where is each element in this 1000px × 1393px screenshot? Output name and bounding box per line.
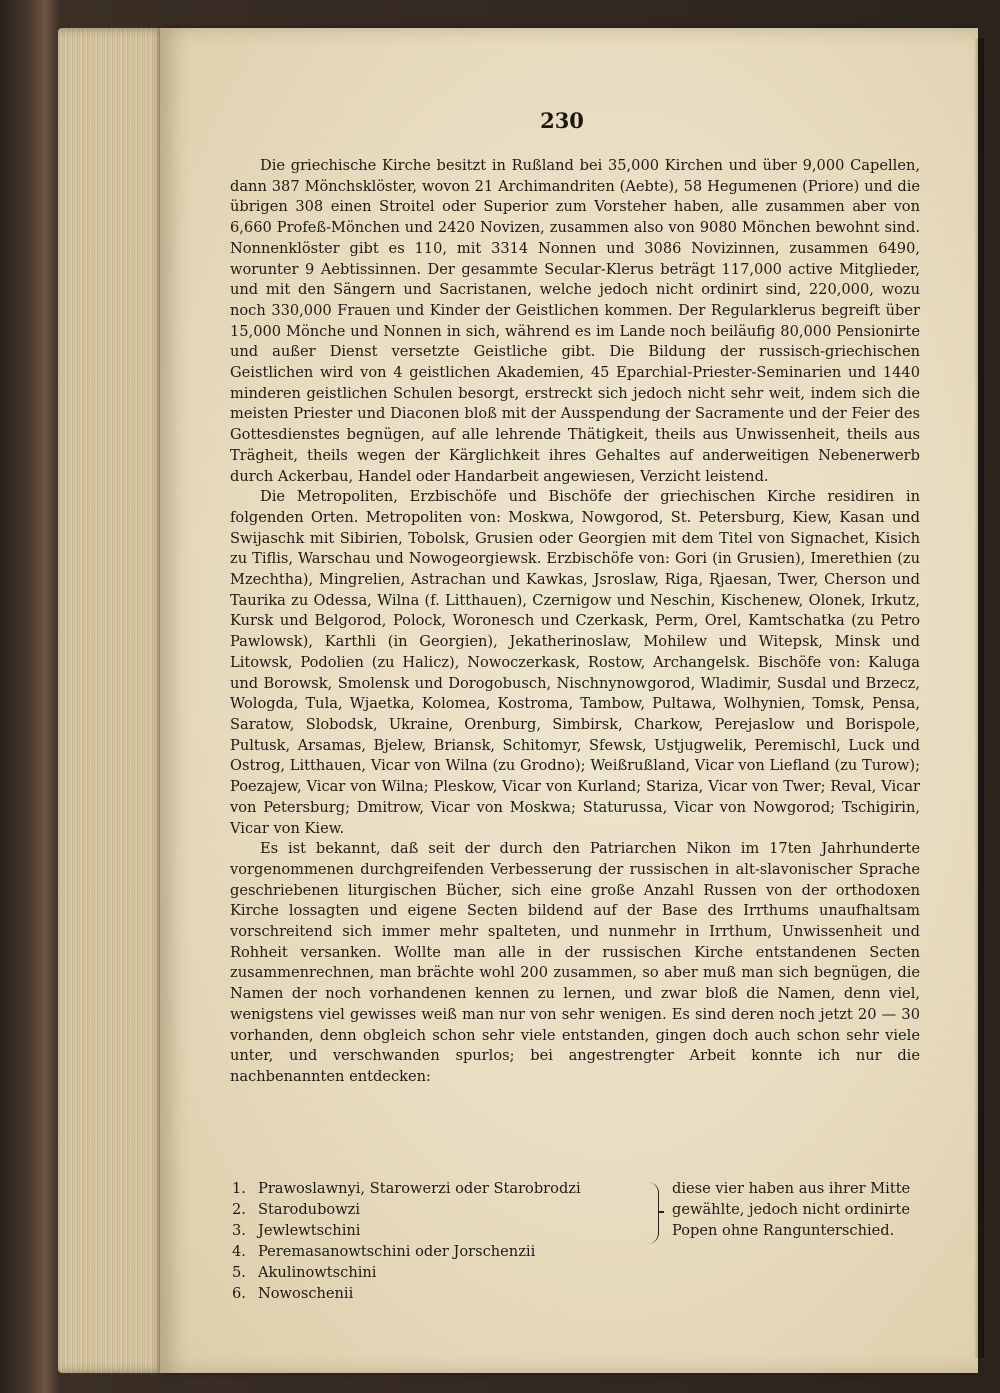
brace-note: diese vier haben aus ihrer Mitte gewählte, jedoch nicht ordinirte Popen ohne Rangunterschied. [672, 1180, 911, 1239]
book-page [160, 28, 978, 1373]
paragraph-sees: Die Metropoliten, Erzbischöfe und Bischöfe der griechischen Kirche residiren in folgenden Orten. Metropoliten von: Moskwa, Nowgorod, St. Petersburg, Kiew, Kasan und Swijaschk mit Sibirien, Tobolsk, Grusien oder Georgien mit dem Titel von Signachet, Kisich zu Tiflis, Warschau und Nowogeorgiewsk. Erzbischöfe von: Gori (in Grusien), Imerethien (zu Mzechtha), Mingrelien, Astrachan und Kawkas, Jsroslaw, Riga, Rjaesan, Twer, Cherson und Taurika zu Odessa, Wilna (f. Litthauen), Czernigow und Neschin, Kischenew, Olonek, Irkutz, Kursk und Belgorod, Polock, Woronesch und Czerkask, Perm, Orel, Kamtschatka (zu Petro Pawlowsk), Karthli (in Georgien), Jekatherinoslaw, Mohilew und Witepsk, Minsk und Litowsk, Podolien (zu Halicz), Nowoczerkask, Rostow, Archangelsk. Bischöfe von: Kaluga und Borowsk, Smolensk und Dorogobusch, Nischnynowgorod, Wladimir, Susdal und Brzecz, Wologda, Tula, Wjaetka, Kolomea, Kostroma, Tambow, Pultawa, Wolhynien, Tomsk, Pensa, Saratow, Slobodsk, Ukraine, Orenburg, Simbirsk, Charkow, Perejaslow und Borispole, Pultusk, Arsamas, Bjelew, Briansk, Schitomyr, Sfewsk, Ustjugwelik, Peremischl, Luck und Ostrog, Litthauen, Vicar von Wilna (zu Grodno); Weißrußland, Vicar von Liefland (zu Turow); Poezajew, Vicar von Wilna; Pleskow, Vicar von Kurland; Stariza, Vicar von Twer; Reval, Vicar von Petersburg; Dmitrow, Vicar von Moskwa; Staturussa, Vicar von Nowgorod; Tschigirin, Vicar von Kiew. [230, 488, 920, 837]
paragraph-clergy: Die griechische Kirche besitzt in Rußland bei 35,000 Kirchen und über 9,000 Capellen, dann 387 Mönchsklöster, wovon 21 Archimandriten (Aebte), 58 Hegumenen (Priore) und die übrigen 308 einen Stroitel oder Superior zum Vorsteher haben, alle zusammen aber von 6,660 Profeß-Mönchen und 2420 Novizen, zusammen also von 9080 Mönchen bewohnt sind. Nonnenklöster gibt es 110, mit 3314 Nonnen und 3086 Novizinnen, zusammen 6490, worunter 9 Aebtissinnen. Der gesammte Secular-Klerus beträgt 117,000 active Mitglieder, und mit den Sängern und Sacristanen, welche jedoch nicht ordinirt sind, 220,000, wozu noch 330,000 Frauen und Kinder der Geistlichen kommen. Der Regularklerus begreift über 15,000 Mönche und Nonnen in sich, während es im Lande noch beiläufig 80,000 Pensionirte und außer Dienst versetzte Geistliche gibt. Die Bildung der russisch-griechischen Geistlichen wird von 4 geistlichen Akademien, 45 Eparchial-Priester-Seminarien und 1440 minderen geistlichen Schulen besorgt, erstreckt sich jedoch nicht sehr weit, indem sich die meisten Priester und Diaconen bloß mit der Ausspendung der Sacramente und der Feier des Gottesdienstes begnügen, auf alle lehrende Thätigkeit, theils aus Unwissenheit, theils aus Trägheit, theils wegen der Kärglichkeit ihres Gehaltes auf anderweitigen Nebenerwerb durch Ackerbau, Handel oder Handarbeit angewiesen, Verzicht leistend. [230, 157, 920, 485]
list-item: 2. Starodubowzi [232, 1201, 361, 1218]
list-item: 4. Peremasanowtschini oder Jorschenzii [232, 1243, 536, 1260]
body-text [230, 156, 920, 1088]
list-item: 3. Jewlewtschini [232, 1222, 361, 1239]
page-edges [58, 28, 168, 1373]
list-item: 5. Akulinowtschini [232, 1264, 377, 1281]
list-item: 6. Nowoschenii [232, 1285, 354, 1302]
paragraph-sects: Es ist bekannt, daß seit der durch den Patriarchen Nikon im 17ten Jahrhunderte vorgenommenen durchgreifenden Verbesserung der russischen in alt-slavonischer Sprache geschriebenen liturgischen Bücher, sich eine große Anzahl Russen von der orthodoxen Kirche lossagten und eigene Secten bildend auf der Base des Irrthums unaufhaltsam vorschreitend sich immer mehr spalteten, und nunmehr in Irrthum, Unwissenheit und Rohheit versanken. Wollte man alle in der russischen Kirche entstandenen Secten zusammenrechnen, man brächte wohl 200 zusammen, so aber muß man sich begnügen, die Namen der noch vorhandenen kennen zu lernen, und zwar bloß die Namen, denn viel, wenigstens viel gewisses weiß man nur von sehr wenigen. Es sind deren noch jetzt 20 — 30 vorhanden, denn obgleich schon sehr viele entstanden, gingen doch auch schon sehr viele unter, und verschwanden spurlos; bei angestrengter Arbeit konnte ich nur die nachbenannten entdecken: [230, 840, 920, 1085]
list-item: 1. Prawoslawnyi, Starowerzi oder Starobrodzi [232, 1180, 581, 1197]
curly-brace [648, 1182, 659, 1244]
sect-list [232, 1178, 932, 1304]
page-number: 230 [540, 108, 584, 133]
